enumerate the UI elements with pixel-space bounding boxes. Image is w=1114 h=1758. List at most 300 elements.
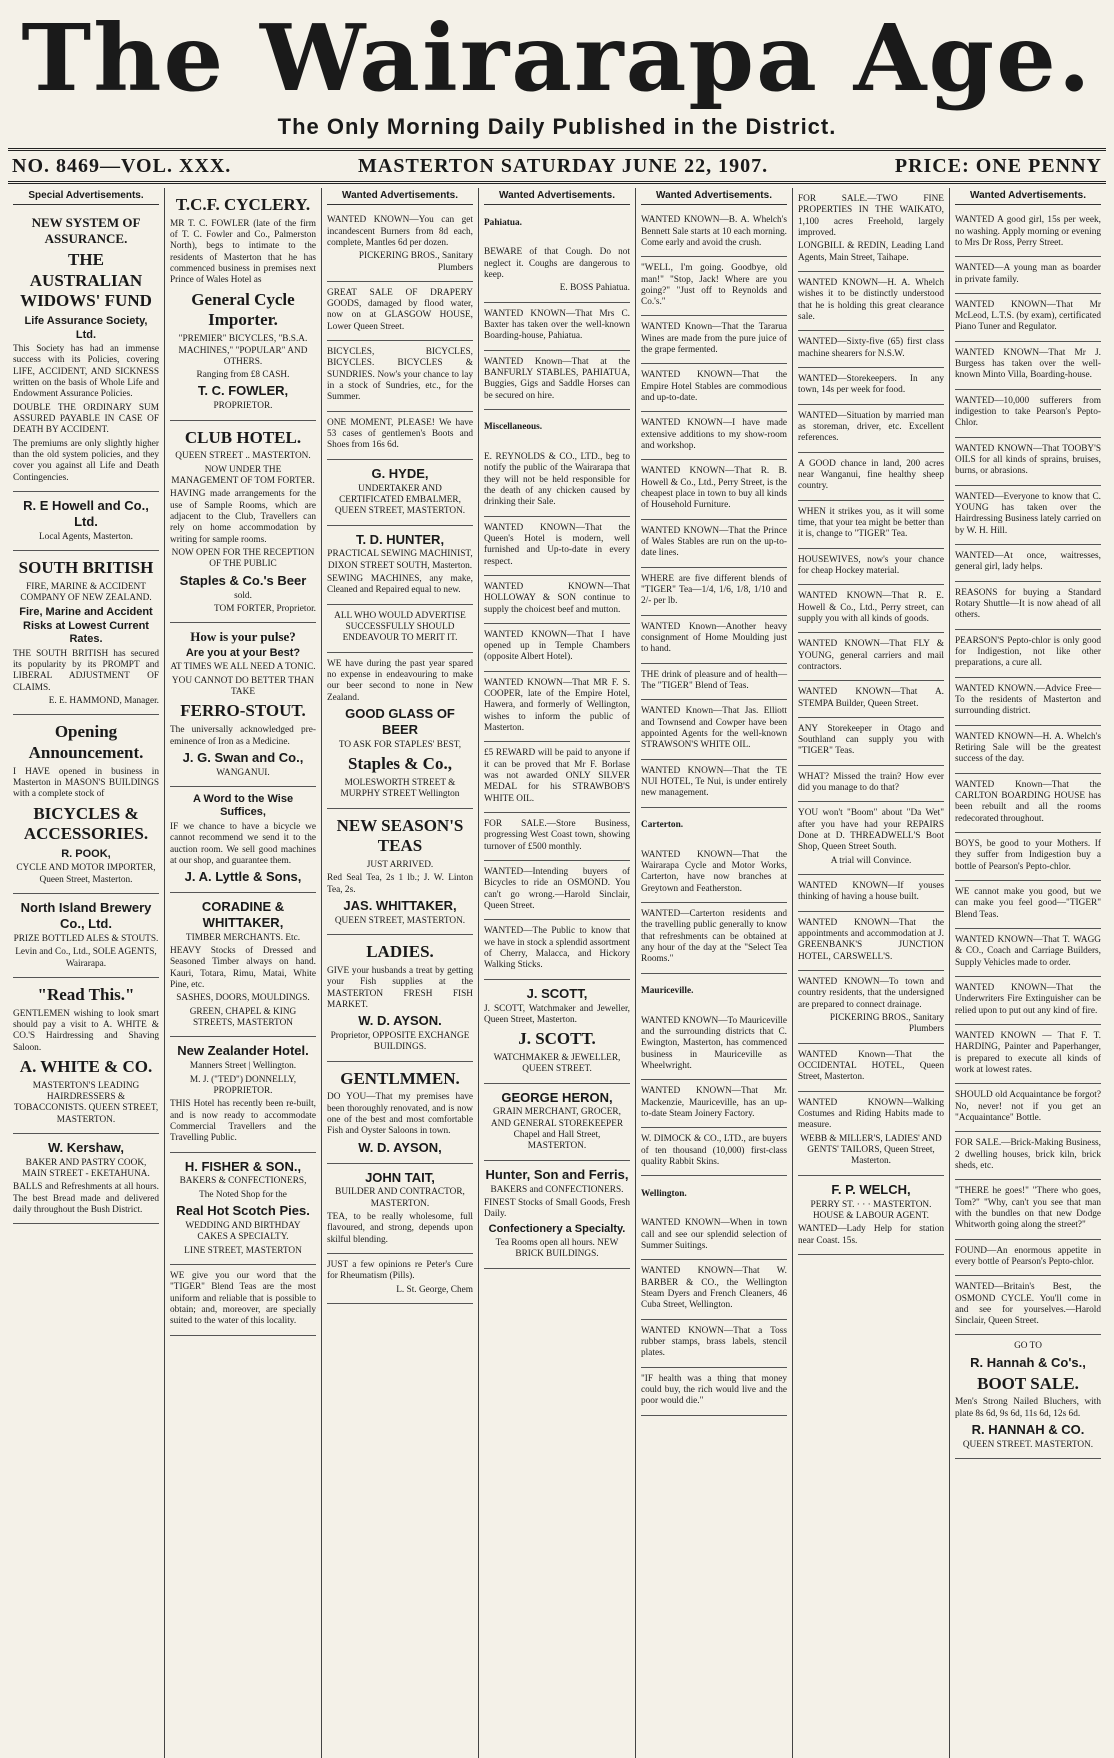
masthead: [8, 6, 1106, 118]
ad-body: FINEST Stocks of Small Goods, Fresh Daily.: [484, 1197, 630, 1220]
ad-body: "IF health was a thing that money could buy, the rich would live and the poor would die.": [641, 1373, 787, 1407]
section-heading: Carterton.: [641, 820, 684, 831]
ad-body: GENTLEMEN wishing to look smart should pay a visit to A. WHITE & CO.'S Hairdressing and Shaving Saloon.: [13, 1008, 159, 1053]
ad-body: WANTED Known—That the OCCIDENTAL HOTEL, Queen Street, Masterton.: [798, 1049, 944, 1083]
ad-body: The Noted Shop for the: [199, 1189, 287, 1200]
ad-hannah-boot-sale: [955, 1335, 1101, 1459]
newspaper-title: The Wairarapa Age.: [21, 4, 1093, 112]
ad-body: WANTED KNOWN—That HOLLOWAY & SON continue to supply the choicest beef and mutton.: [484, 581, 630, 615]
ad-body: WANTED Known—That Jas. Elliott and Townsend and Cowper have been appointed Agents for the well-known STRAWSON'S WHITE OIL.: [641, 706, 787, 751]
ad-ferro-stout: [170, 623, 316, 787]
ad-name: W. D. AYSON.: [358, 1013, 442, 1029]
ad-howell-furniture: [641, 460, 787, 519]
ad-lead: GO TO: [1014, 1341, 1042, 1352]
ad-store-sale: [484, 813, 630, 861]
ad-white: [13, 978, 159, 1134]
ad-body: BICYCLES, BICYCLES, BICYCLES. BICYCLES & SUNDRIES. Now's your chance to lay in a stock of Sundries, etc., for the Summer.: [327, 347, 473, 403]
ad-body: FOUND—An enormous appetite in every bottle of Pearson's Pepto-chlor.: [955, 1245, 1101, 1267]
section-heading: Wellington.: [641, 1188, 687, 1199]
ad-body: WANTED KNOWN—B. A. Whelch's Bennett Sale starts at 10 each morning. Come early and avoid the crush.: [641, 215, 787, 248]
ad-subtitle: Life Assurance Society, Ltd.: [24, 315, 148, 341]
ad-body: WANTED—Sixty-five (65) first class machine shearers for N.S.W.: [798, 337, 944, 359]
ad-body: WANTED KNOWN—That the appointments and accommodation at J. GREENBANK'S JUNCTION HOTEL, CARSWELL'S.: [798, 917, 944, 962]
ad-title: GEORGE HERON,: [501, 1089, 613, 1105]
ad-body: WANTED KNOWN—Walking Costumes and Riding Habits made to measure.: [798, 1097, 944, 1131]
ad-waitresses: [955, 545, 1101, 582]
ad-subtitle: QUEEN STREET .. MASTERTON.: [175, 451, 311, 462]
ad-body: HEAVY Stocks of Dressed and Seasoned Timber always on hand. Kauri, Totara, Rimu, Matai, White Pine, etc.: [170, 946, 316, 991]
ad-headline: Staples & Co.'s Beer: [179, 572, 307, 588]
column-heading: Wanted Advertisements.: [955, 188, 1101, 205]
issue-number: NO. 8469—VOL. XXX.: [12, 154, 232, 177]
ad-body: IF we chance to have a bicycle we cannot recommend we send it to the auction room. We sell good machines at our shop, and guarantee them.: [170, 821, 316, 866]
ad-advice-free: [955, 678, 1101, 726]
ad-subtitle: UNDERTAKER AND CERTIFICATED EMBALMER, QUEEN STREET, MASTERTON.: [334, 483, 466, 517]
ad-body: WANTED—Everyone to know that C. YOUNG has taken over the Hairdressing Business lately carried on by W. H. Hill.: [955, 491, 1101, 536]
ad-reward: [484, 742, 630, 813]
ad-body: BALLS and Refreshments at all hours. The best Bread made and delivered daily throughout the Bush District.: [13, 1182, 159, 1216]
ad-peters-cure: [327, 1254, 473, 1304]
ad-title: CORADINE & WHITTAKER,: [201, 899, 285, 930]
ad-subtitle: TO ASK FOR STAPLES' BEST,: [338, 739, 462, 750]
section-heading: Pahiatua.: [484, 217, 522, 228]
ad-brewery: [13, 894, 159, 978]
ad-title: NEW SYSTEM OF ASSURANCE.: [31, 215, 141, 247]
ad-retiring-sale: [955, 726, 1101, 774]
ad-subtitle: Manners Street | Wellington.: [189, 1061, 297, 1072]
ad-hunter-son-ferris: [484, 1161, 630, 1269]
ad-minto-villa: [955, 342, 1101, 390]
ad-footer: R. HANNAH & CO.: [971, 1422, 1085, 1438]
ad-body: "THERE he goes!" "There who goes, Tom?" "Why, can't you see that man with the bundles on that new Dodge Whitworth going along the street?": [955, 1186, 1101, 1231]
ad-body: BOYS, be good to your Mothers. If they suffer from Indigestion buy a bottle of Pearson's Pepto-chlor.: [955, 838, 1101, 872]
ad-brick-making: [955, 1132, 1101, 1180]
column-4: [479, 188, 636, 1758]
ad-title: GENTLMMEN.: [340, 1068, 460, 1088]
column-3: [322, 188, 479, 1758]
ad-bicycles: [327, 341, 473, 412]
ad-body: WANTED—Storekeepers. In any town, 14s per week for food.: [798, 373, 944, 396]
ad-body: WANTED KNOWN—That I have opened up in Temple Chambers (opposite Albert Hotel).: [484, 629, 630, 663]
ad-empire-stables: [641, 364, 787, 412]
ad-nz-hotel: [170, 1037, 316, 1152]
ad-body: HAVING made arrangements for the use of Sample Rooms, which are adjacent to the Club, Travellers can rely on home accommodation by writing for sample rooms.: [170, 489, 316, 545]
section-heading: Miscellaneous.: [484, 422, 543, 433]
ad-subtitle: JUST ARRIVED.: [366, 859, 434, 870]
ad-junction-hotel: [798, 912, 944, 971]
ad-body: WANTED Known—Another heavy consignment of Home Moulding just to hand.: [641, 621, 787, 655]
ad-body: Fire, Marine and Accident Risks at Lowest Current Rates.: [19, 606, 153, 646]
ad-subtitle: BAKERS & CONFECTIONERS,: [179, 1176, 307, 1187]
ad-carlton: [955, 774, 1101, 833]
ad-body: FOR SALE.—Brick-Making Business, 2 dwelling houses, brick kiln, brick sheds, etc.: [955, 1138, 1101, 1171]
ad-body: M. J. ("TED") DONNELLY, PROPRIETOR.: [189, 1074, 297, 1096]
ad-threadwell: [798, 802, 944, 875]
ad-name: R. Hannah & Co's.,: [970, 1354, 1086, 1370]
ad-pearsons: [955, 630, 1101, 678]
ad-headline: BICYCLES & ACCESSORIES.: [23, 803, 149, 844]
ad-coradine: [170, 893, 316, 1037]
ad-title: New Zealander Hotel.: [177, 1043, 309, 1059]
ad-body: BEWARE of that Cough. Do not neglect it. Coughs are dangerous to keep.: [484, 247, 630, 280]
ad-holloway: [484, 576, 630, 624]
ad-subtitle: PERRY ST. · · · MASTERTON. HOUSE & LABOUR AGENT.: [810, 1199, 932, 1221]
ad-name: E. BOSS Pahiatua.: [559, 283, 630, 294]
ad-body: £5 REWARD will be paid to anyone if it can be proved that Mr F. Borlase was not awarded ONLY SILVER MEDAL for his STRAWBOB'S WHITE OIL.: [484, 748, 630, 804]
ad-body: WANTED—At once, waitresses, general girl, lady helps.: [955, 551, 1101, 573]
ad-body: E. REYNOLDS & CO., LTD., beg to notify the public of the Wairarapa that they will not be held responsible for the death of any chicken caused by drinking their Sale.: [484, 451, 630, 508]
ad-osmond: [484, 861, 630, 920]
ad-address: MOLESWORTH STREET & MURPHY STREET Wellington: [340, 777, 460, 800]
ad-house-built: [798, 875, 944, 912]
ad-acquaintance: [955, 1084, 1101, 1132]
ad-prince-stables: [641, 520, 787, 568]
ad-body: WHAT? Missed the train? How ever did you manage to do that?: [798, 771, 944, 794]
ad-extinguisher: [955, 977, 1101, 1025]
ad-body: "WELL, I'm going. Goodbye, old man!" "Stop, Jack! Where are you going?" "Just off to Reynolds and Co.'s.": [641, 263, 787, 308]
ad-body: WANTED KNOWN—H. A. Whelch's Retiring Sale will be the greatest success of the day.: [955, 731, 1101, 765]
ad-body: WANTED Known—That at the BANFURLY STABLES, PAHIATUA, Buggies, Gigs and Saddle Horses can be secured on hire.: [484, 356, 630, 401]
ad-body: Local Agents, Masterton.: [39, 531, 133, 542]
ad-body: WANTED KNOWN—That a Toss rubber stamps, brass labels, stencil plates.: [641, 1325, 787, 1359]
ad-pickering: [327, 209, 473, 282]
ad-subtitle: WATCHMAKER & JEWELLER, QUEEN STREET.: [493, 1052, 621, 1075]
ad-body: YOU won't "Boom" about "Da Wet" after you have had your REPAIRS Done at D. THREADWELL'S Boot Shop, Queen Street South.: [798, 808, 944, 853]
ad-body: A GOOD chance in land, 200 acres near Wanganui, fine healthy sheep country.: [798, 458, 944, 492]
ad-headline: FERRO-STOUT.: [180, 701, 306, 721]
ad-title: J. SCOTT,: [526, 985, 588, 1001]
ad-tea-rooms: [641, 903, 787, 974]
column-6: [793, 188, 950, 1758]
column-2: [165, 188, 322, 1758]
ad-tararua-wines: [641, 316, 787, 364]
ad-body: WANTED KNOWN — That F. T. HARDING, Painter and Paperhanger, is prepared to execute all kinds of work at lowest rates.: [955, 1030, 1101, 1075]
ad-body: WANTED KNOWN—I have made extensive additions to my show-room and workshop.: [641, 418, 787, 452]
ad-body: WEDDING AND BIRTHDAY CAKES A SPECIALTY.: [185, 1220, 301, 1243]
ad-body: WANTED KNOWN—H. A. Whelch wishes it to be distinctly understood that he is holding this great clearance sale.: [798, 277, 944, 322]
ad-body: WANTED KNOWN—That the Queen's Hotel is modern, well furnished and Up-to-date in every respect.: [484, 522, 630, 567]
ad-train: [798, 766, 944, 803]
ad-body: THIS Hotel has recently been re-built, and is now ready to accommodate Commercial Travellers and the Travelling Public.: [170, 1099, 316, 1144]
ad-body: SASHES, DOORS, MOULDINGS.: [176, 993, 310, 1004]
place-date: MASTERTON SATURDAY JUNE 22, 1907.: [358, 154, 769, 177]
ad-suitings: [641, 1212, 787, 1260]
ad-body: MR T. C. FOWLER (late of the firm of T. C. Fowler and Co., Palmerston North), begs to intimate to the residents of Masterton that he has commenced business in premises next Prince of Wales Hotel as: [170, 218, 316, 286]
ad-howell-goods: [798, 585, 944, 633]
ad-otago: [798, 718, 944, 766]
ad-rotary-shuttle: [955, 582, 1101, 630]
ad-boys: [955, 833, 1101, 881]
ad-body: WANTED KNOWN—That the Empire Hotel Stables are commodious and up-to-date.: [641, 370, 787, 404]
column-heading: Special Advertisements.: [13, 188, 159, 205]
ad-there-he-goes: [955, 1180, 1101, 1239]
ad-body: WANTED KNOWN—That A. STEMPA Builder, Queen Street.: [798, 687, 944, 709]
ad-body: WANTED—Intending buyers of Bicycles to ride an OSMOND. You can't go wrong.—Harold Sinclair, Queen Street.: [484, 867, 630, 912]
ad-teas: [327, 809, 473, 936]
ad-address: QUEEN STREET. MASTERTON.: [962, 1439, 1094, 1450]
ad-body: REASONS for buying a Standard Rotary Shuttle—It is now ahead of all others.: [955, 587, 1101, 621]
ad-title: Hunter, Son and Ferris,: [485, 1166, 629, 1182]
ad-queens-hotel: [484, 517, 630, 576]
ad-owner: TOM FORTER, Proprietor.: [213, 603, 316, 614]
ad-banfurly: [484, 351, 630, 410]
ad-body: SEWING MACHINES, any make, Cleaned and Repaired equal to new.: [327, 574, 473, 596]
ad-stempa: [798, 681, 944, 718]
ad-name: LONGBILL & REDIN, Leading Land Agents, Main Street, Taihape.: [798, 241, 944, 263]
column-heading: Wanted Advertisements.: [484, 188, 630, 205]
ad-title: JOHN TAIT,: [365, 1169, 435, 1185]
ad-fisher: [170, 1153, 316, 1265]
ad-clearance: [798, 272, 944, 331]
ad-name: WEBB & MILLER'S, LADIES' AND GENTS' TAILORS, Queen Street, Masterton.: [800, 1133, 942, 1167]
ad-name: A. WHITE & CO.: [19, 1056, 153, 1076]
ad-britains-best: [955, 1276, 1101, 1335]
ad-name: R. POOK,: [61, 848, 111, 861]
ad-health: [641, 1368, 787, 1416]
ad-body: NOW UNDER THE MANAGEMENT OF TOM FORTER.: [171, 464, 315, 487]
ad-shearers: [798, 331, 944, 368]
ad-pook: [13, 715, 159, 894]
ad-appetite: [955, 1240, 1101, 1277]
ad-widows-fund: [13, 209, 159, 492]
ad-body: WANTED—10,000 sufferers from indigestion to take Pearson's Pepto-Chlor.: [955, 395, 1101, 429]
ad-welch: [798, 1176, 944, 1255]
columns: [8, 188, 1106, 1758]
ad-subtitle: BAKER AND PASTRY COOK, MAIN STREET - EKETAHUNA.: [22, 1157, 150, 1180]
column-5: [636, 188, 793, 1758]
ad-body: WANTED KNOWN—If youses thinking of having a house built.: [798, 881, 944, 903]
ad-title: NEW SEASON'S TEAS: [336, 815, 464, 856]
ad-tiger-drink: [641, 664, 787, 701]
ad-body: YOU CANNOT DO BETTER THAN TAKE: [171, 675, 315, 698]
ad-body: DOUBLE THE ORDINARY SUM ASSURED PAYABLE IN CASE OF DEATH BY ACCIDENT.: [13, 402, 159, 436]
ad-baxter: [484, 303, 630, 351]
ad-address: GREEN, CHAPEL & KING STREETS, MASTERTON: [189, 1006, 297, 1029]
ad-body: WANTED—The Public to know that we have in stock a splendid assortment of Cherry, Malacca, and Hickory Walking Sticks.: [484, 926, 630, 971]
ad-glasgow-house: [327, 282, 473, 341]
ad-body: Red Seal Tea, 2s 1 lb.; J. W. Linton Tea, 2s.: [327, 873, 473, 895]
ad-body: GRAIN MERCHANT, GROCER, AND GENERAL STOREKEEPER Chapel and Hall Street, MASTERTON.: [490, 1107, 624, 1152]
ad-body: WANTED—A young man as boarder in private family.: [955, 263, 1101, 285]
ad-going: [641, 257, 787, 316]
ad-body: WANTED KNOWN—You can get incandescent Burners from 8d each, complete, Mantles 6d per dozen.: [327, 215, 473, 248]
ad-body: ANY Storekeeper in Otago and Southland can supply you with "TIGER" Teas.: [798, 723, 944, 757]
dateline: [8, 148, 1106, 184]
ad-title: T.C.F. CYCLERY.: [175, 195, 311, 214]
ad-boots: [327, 412, 473, 460]
ad-body: WANTED—Situation by married man as storeman, driver, etc. Excellent references.: [798, 410, 944, 444]
ad-body: This Society has had an immense success with its Policies, covering LIFE, ACCIDENT, AND SICKNESS written on the basis of Whole Life and Endowment Assurance Policies.: [13, 343, 159, 400]
ad-storekeepers: [798, 368, 944, 405]
ad-advertise: [327, 605, 473, 653]
ad-title: "Read This.": [37, 984, 135, 1004]
ad-body: WANTED—Lady Help for station near Coast. 15s.: [798, 1224, 944, 1246]
ad-kershaw: [13, 1134, 159, 1225]
ad-subtitle: TIMBER MERCHANTS. Etc.: [185, 932, 301, 943]
ad-name: W. D. AYSON,: [358, 1139, 442, 1155]
ad-occidental: [798, 1044, 944, 1092]
ad-headline: GOOD GLASS OF BEER: [345, 706, 455, 737]
ad-body: WANTED KNOWN—That the TE NUI HOTEL, Te Nui, is under entirely new management.: [641, 765, 787, 799]
ad-body: WANTED KNOWN—That T. WAGG & CO., Coach and Carriage Builders, Supply Vehicles made to order.: [955, 934, 1101, 968]
ad-subtitle: THE AUSTRALIAN WIDOWS' FUND: [20, 249, 152, 311]
ad-title: North Island Brewery Co., Ltd.: [20, 900, 152, 931]
ad-tcf-cyclery: [170, 188, 316, 421]
ad-boarder: [955, 257, 1101, 294]
ad-place: WANGANUI.: [216, 767, 270, 778]
ad-subtitle: BUILDER AND CONTRACTOR, MASTERTON.: [335, 1187, 465, 1209]
ad-lyttle: [170, 787, 316, 893]
ad-body: WANTED KNOWN—That R. E. Howell & Co., Ltd., Perry street, can supply you with all kinds of goods.: [798, 591, 944, 624]
ad-body: PRIZE BOTTLED ALES & STOUTS.: [13, 933, 159, 944]
ad-title: W. Kershaw,: [47, 1139, 125, 1155]
ad-hyde: [327, 460, 473, 526]
ad-whelch-sale: [641, 209, 787, 257]
ad-body: WE have during the past year spared no expense in endeavouring to make our beer second to none in New Zealand.: [327, 658, 473, 703]
ad-body: WHEN it strikes you, as it will some time, that your tea might be better than it is, change to "TIGER" Tea.: [798, 506, 944, 540]
ad-body: TEA, to be really wholesome, full flavoured, and strong, depends upon skilful blending.: [327, 1212, 473, 1245]
ad-name: JAS. WHITTAKER,: [343, 897, 457, 913]
ad-title: SOUTH BRITISH: [18, 557, 154, 577]
ad-situation: [798, 405, 944, 453]
ad-subtitle: Are you at your Best?: [185, 647, 301, 660]
ad-tait: [327, 1164, 473, 1255]
ad-body: WANTED Known—That the Tararua Wines are made from the pure juice of the grape fermented.: [641, 322, 787, 356]
ad-body: WANTED KNOWN—That the Underwriters Fire Extinguisher can be relied upon to put out any kind of fire.: [955, 982, 1101, 1016]
ad-title: Opening Announcement.: [28, 722, 144, 762]
ad-body: WANTED KNOWN—That R. B. Howell & Co., Ltd., Perry Street, is the cheapest place in town to buy all kinds of Household Furniture.: [641, 466, 787, 511]
ad-body: THE drink of pleasure and of health—The "TIGER" Blend of Teas.: [641, 669, 787, 692]
ad-staples-beer: [327, 653, 473, 809]
ad-te-nui: [641, 760, 787, 808]
ad-title: H. FISHER & SON.,: [184, 1158, 302, 1174]
ad-title: T. D. HUNTER,: [355, 531, 445, 547]
ad-title: LADIES.: [366, 942, 434, 962]
ad-body: WE cannot make you good, but we can make you feel good—"TIGER" Blend Teas.: [955, 886, 1101, 920]
ad-walking-sticks: [484, 920, 630, 979]
ad-address: QUEEN STREET, MASTERTON.: [334, 915, 466, 926]
ad-headline: Confectionery a Specialty.: [488, 1222, 626, 1235]
column-heading: Wanted Advertisements.: [641, 188, 787, 205]
ad-name: PICKERING BROS., Sanitary Plumbers: [829, 1013, 944, 1035]
ad-white-oil: [641, 700, 787, 759]
ad-cough: [484, 241, 630, 302]
ad-subtitle: FIRE, MARINE & ACCIDENT COMPANY OF NEW ZEALAND.: [20, 581, 152, 603]
ad-cooper: [484, 672, 630, 743]
ad-tooby-oils: [955, 438, 1101, 486]
ad-body: WANTED KNOWN—That MR F. S. COOPER, late of the Empire Hotel, Hawera, and formerly of Wellington, wishes to inform the public of Masterton.: [484, 677, 630, 734]
ad-body: AT TIMES WE ALL NEED A TONIC.: [170, 662, 316, 673]
ad-name: T. C. FOWLER,: [197, 383, 289, 399]
ad-body: WANTED—Carterton residents and the travelling public generally to know that refreshments can be obtained at any hour of the day at the "Select Tea Rooms.": [641, 909, 787, 965]
ad-good-girl: [955, 209, 1101, 257]
ad-body: FOR SALE.—Store Business, progressing West Coast town, showing turnover of £500 monthly.: [484, 819, 630, 852]
ad-body: WANTED KNOWN—When in town call and see our splendid selection of Summer Suitings.: [641, 1218, 787, 1252]
ad-subtitle: PRACTICAL SEWING MACHINIST, DIXON STREET SOUTH, Masterton.: [327, 549, 473, 571]
ad-role: PROPRIETOR.: [213, 401, 273, 412]
ad-body: HOUSEWIVES, now's your chance for cheap Hockey material.: [798, 554, 944, 576]
ad-address: Tea Rooms open all hours. NEW BRICK BUILDINGS.: [495, 1238, 619, 1260]
ad-body: WANTED KNOWN—That W. BARBER & CO., the Wellington Steam Dyers and French Cleaners, 46 Cuba Street, Wellington.: [641, 1266, 787, 1311]
ad-waikato: [798, 188, 944, 272]
ad-body: WANTED KNOWN—That FLY & YOUNG, general carriers and mail contractors.: [798, 639, 944, 672]
ad-piano-tuner: [955, 294, 1101, 342]
ad-fly-young: [798, 633, 944, 681]
ad-body: DO YOU—That my premises have been thoroughly renovated, and is now one of the best and most comfortable Fish and Oyster Saloons in town.: [327, 1092, 473, 1137]
ad-title: A Word to the Wise Suffices,: [192, 793, 294, 819]
ad-subtitle: A trial will Convince.: [830, 855, 912, 866]
ad-body: sold.: [234, 590, 252, 601]
ad-body: NOW OPEN FOR THE RECEPTION OF THE PUBLIC: [171, 548, 315, 570]
ad-club-hotel: [170, 421, 316, 624]
ad-body: ALL WHO WOULD ADVERTISE SUCCESSFULLY SHOULD ENDEAVOUR TO MERIT IT.: [334, 610, 466, 644]
ad-body: WANTED Known—That the CARLTON BOARDING HOUSE has been rebuilt and all the rooms redecorated throughout.: [955, 779, 1101, 824]
ad-body: WANTED KNOWN—That Mr McLeod, L.T.S. (by exam), certificated Piano Tuner and Regulator.: [955, 299, 1101, 333]
ad-harding: [955, 1025, 1101, 1084]
ad-title: CLUB HOTEL.: [184, 427, 302, 447]
ad-ewington: [641, 1010, 787, 1081]
ad-reynolds: [484, 446, 630, 517]
ad-dimock: [641, 1128, 787, 1176]
ad-body: "PREMIER" BICYCLES, "B.S.A. MACHINES," "POPULAR" AND OTHERS.: [178, 334, 308, 367]
ad-body: GREAT SALE OF DRAPERY GOODS, damaged by flood water, now on at GLASGOW HOUSE, Lower Queen Street.: [327, 287, 473, 332]
ad-body: WANTED KNOWN—That the Wairarapa Cycle and Motor Works, Carterton, have now branches at Greytown and Featherston.: [641, 849, 787, 894]
ad-body: JUST a few opinions re Peter's Cure for Rheumatism (Pills).: [327, 1260, 473, 1282]
ad-body: WANTED KNOWN—That TOOBY'S OILS for all kinds of sprains, bruises, burns, or abrasions.: [955, 443, 1101, 477]
ad-body: THE SOUTH BRITISH has secured its popularity by its PROMPT and LIBERAL ADJUSTMENT OF CLAIMS.: [13, 648, 159, 693]
price: PRICE: ONE PENNY: [894, 154, 1102, 177]
ad-body: WANTED KNOWN—That Mr. Mackenzie, Mauriceville, has an up-to-date Steam Joinery Factory.: [641, 1086, 787, 1119]
ad-body: WANTED KNOWN—That Mr J. Burgess has taken over the well-known Minto Villa, Boarding-house.: [955, 347, 1101, 381]
ad-moulding: [641, 616, 787, 664]
ad-hairdressing: [955, 486, 1101, 545]
ad-title: F. P. WELCH,: [831, 1181, 911, 1197]
ad-body: Men's Strong Nailed Bluchers, with plate 8s 6d, 9s 6d, 11s 6d, 12s 6d.: [955, 1397, 1101, 1419]
ad-body: WANTED KNOWN—That Mrs C. Baxter has taken over the well-known Boarding-house, Pahiatua.: [484, 308, 630, 342]
ad-wagg: [955, 929, 1101, 977]
column-7: [950, 188, 1106, 1758]
ad-body: SHOULD old Acquaintance be forgot? No, never! not if you get an "Acquaintance" Bottle.: [955, 1090, 1101, 1123]
ad-name: J. A. Lyttle & Sons,: [184, 869, 302, 885]
ad-agent: E. E. HAMMOND, Manager.: [48, 695, 159, 706]
ad-stamps: [641, 1320, 787, 1368]
ad-subtitle: Levin and Co., Ltd., SOLE AGENTS, Wairarapa.: [15, 947, 157, 969]
ad-temple-chambers: [484, 624, 630, 672]
ad-howell: [13, 492, 159, 551]
ad-body: WE give you our word that the "TIGER" Blend Teas are the most uniform and reliable that is possible to obtain; and, moreover, are specially suited to the water of this locality.: [170, 1270, 316, 1327]
ad-body: WANTED KNOWN—That the Prince of Wales Stables are run on the up-to-date lines.: [641, 525, 787, 559]
ad-name: PICKERING BROS., Sanitary Plumbers: [358, 251, 473, 273]
section-heading: Mauriceville.: [641, 986, 694, 997]
ad-body: The premiums are only slightly higher than the old system policies, and they cover you against all Life and Death Contingencies.: [13, 438, 159, 483]
ad-price: Ranging from £8 CASH.: [196, 370, 290, 381]
ad-cycle-works: [641, 844, 787, 903]
ad-title: G. HYDE,: [371, 465, 429, 481]
ad-headline: BOOT SALE.: [977, 1373, 1079, 1393]
ad-title: R. E Howell and Co., Ltd.: [23, 497, 149, 529]
ad-tiger-tea: [170, 1265, 316, 1336]
ad-land: [798, 453, 944, 501]
ad-name: J. SCOTT.: [518, 1029, 596, 1049]
tagline: The Only Morning Daily Published in the District.: [277, 114, 837, 139]
ad-body: The universally acknowledged pre-eminence of Iron as a Medicine.: [170, 725, 316, 747]
ad-body: J. SCOTT, Watchmaker and Jeweller, Queen Street, Masterton.: [484, 1003, 630, 1025]
ad-subtitle: MASTERTON'S LEADING HAIRDRESSERS & TOBACCONISTS. QUEEN STREET, MASTERTON.: [13, 1080, 159, 1125]
ad-body: W. DIMOCK & CO., LTD., are buyers of ten thousand (10,000) first-class quality Rabbit Skins.: [641, 1134, 787, 1167]
ad-tiger-blends: [641, 568, 787, 616]
ad-mackenzie: [641, 1080, 787, 1128]
ad-headline: General Cycle Importer.: [191, 289, 295, 330]
